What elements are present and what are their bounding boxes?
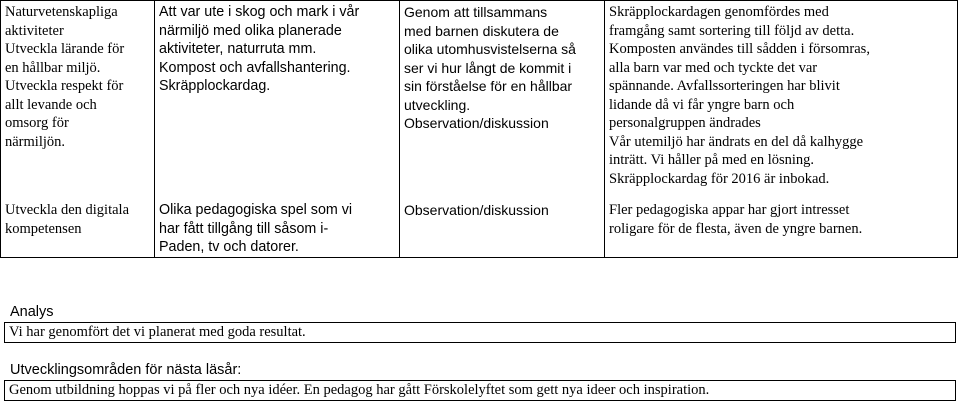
activity-line: har fått tillgång till såsom i- (159, 220, 329, 237)
goal-line: Utveckla den digitala (5, 202, 130, 218)
evaluation-method-cell (400, 1, 605, 258)
goal-line: allt levande och (5, 96, 97, 113)
result-line: Komposten användes till sådden i försomras, (609, 41, 870, 57)
goal-line: Utveckla respekt för (5, 78, 124, 94)
analys-text: Vi har genomfört det vi planerat med goda resultat. (9, 324, 306, 340)
goal-line: aktiviteter (5, 22, 64, 39)
method-line: utveckling. (404, 96, 471, 113)
result-line: inträtt. Vi håller på med en lösning. (609, 152, 815, 168)
method-line: Observation/diskussion (404, 202, 549, 218)
activity-line: Att var ute i skog och mark i vår (159, 4, 360, 20)
method-line: med barnen diskutera de (404, 22, 559, 39)
method-line: olika utomhusvistelserna så (404, 41, 576, 57)
result-line: personalgruppen ändrades (609, 115, 761, 131)
goal-line: närmiljön. (5, 133, 66, 150)
result-line: lidande då vi får yngre barn och (609, 96, 795, 113)
goal-line: Utveckla lärande för (5, 41, 125, 57)
goal-line: kompetensen (5, 220, 82, 237)
result-line: roligare för de flesta, även de yngre barnen. (609, 220, 863, 237)
result-line: framgång samt sortering till följd av detta. (609, 22, 855, 39)
result-line: Fler pedagogiska appar har gjort intresset (609, 202, 850, 218)
result-cell (605, 1, 958, 258)
activity-line: närmiljö med olika planerade (159, 22, 342, 39)
analys-box (4, 322, 956, 343)
result-line: Skräpplockardagen genomfördes med (609, 4, 829, 20)
utveckling-text: Genom utbildning hoppas vi på fler och nya idéer. En pedagog har gått Förskolelyftet som gett nya ideer och inspiration. (9, 382, 710, 398)
activity-line: Paden, tv och datorer. (159, 239, 299, 255)
method-line: sin förståelse för en hållbar (404, 78, 573, 94)
activity-line: aktiviteter, naturruta mm. (159, 41, 317, 57)
method-line: Observation/diskussion (404, 115, 549, 131)
activity-line: Skräpplockardag. (159, 78, 271, 94)
goal-cell (1, 1, 155, 258)
activity-cell (155, 1, 400, 258)
goal-line: Naturvetenskapliga (5, 4, 118, 20)
result-line: Skräpplockardag för 2016 är inbokad. (609, 170, 830, 187)
table-row (1, 1, 958, 258)
activity-line: Kompost och avfallshantering. (159, 59, 351, 76)
activity-line: Olika pedagogiska spel som vi (159, 202, 353, 218)
result-line: Vår utemiljö har ändrats en del då kalhygge (609, 133, 864, 150)
result-line: alla barn var med och tyckte det var (609, 59, 818, 76)
method-line: ser vi hur långt de kommit i (404, 59, 572, 76)
utveckling-heading: Utvecklingsområden för nästa läsår: (10, 362, 242, 378)
result-line: spännande. Avfallssorteringen har blivit (609, 78, 840, 94)
goal-line: en hållbar miljö. (5, 59, 101, 76)
analys-heading: Analys (10, 304, 54, 320)
utveckling-box (4, 380, 956, 401)
method-line: Genom att tillsammans (404, 4, 548, 20)
goal-line: omsorg för (5, 115, 69, 131)
